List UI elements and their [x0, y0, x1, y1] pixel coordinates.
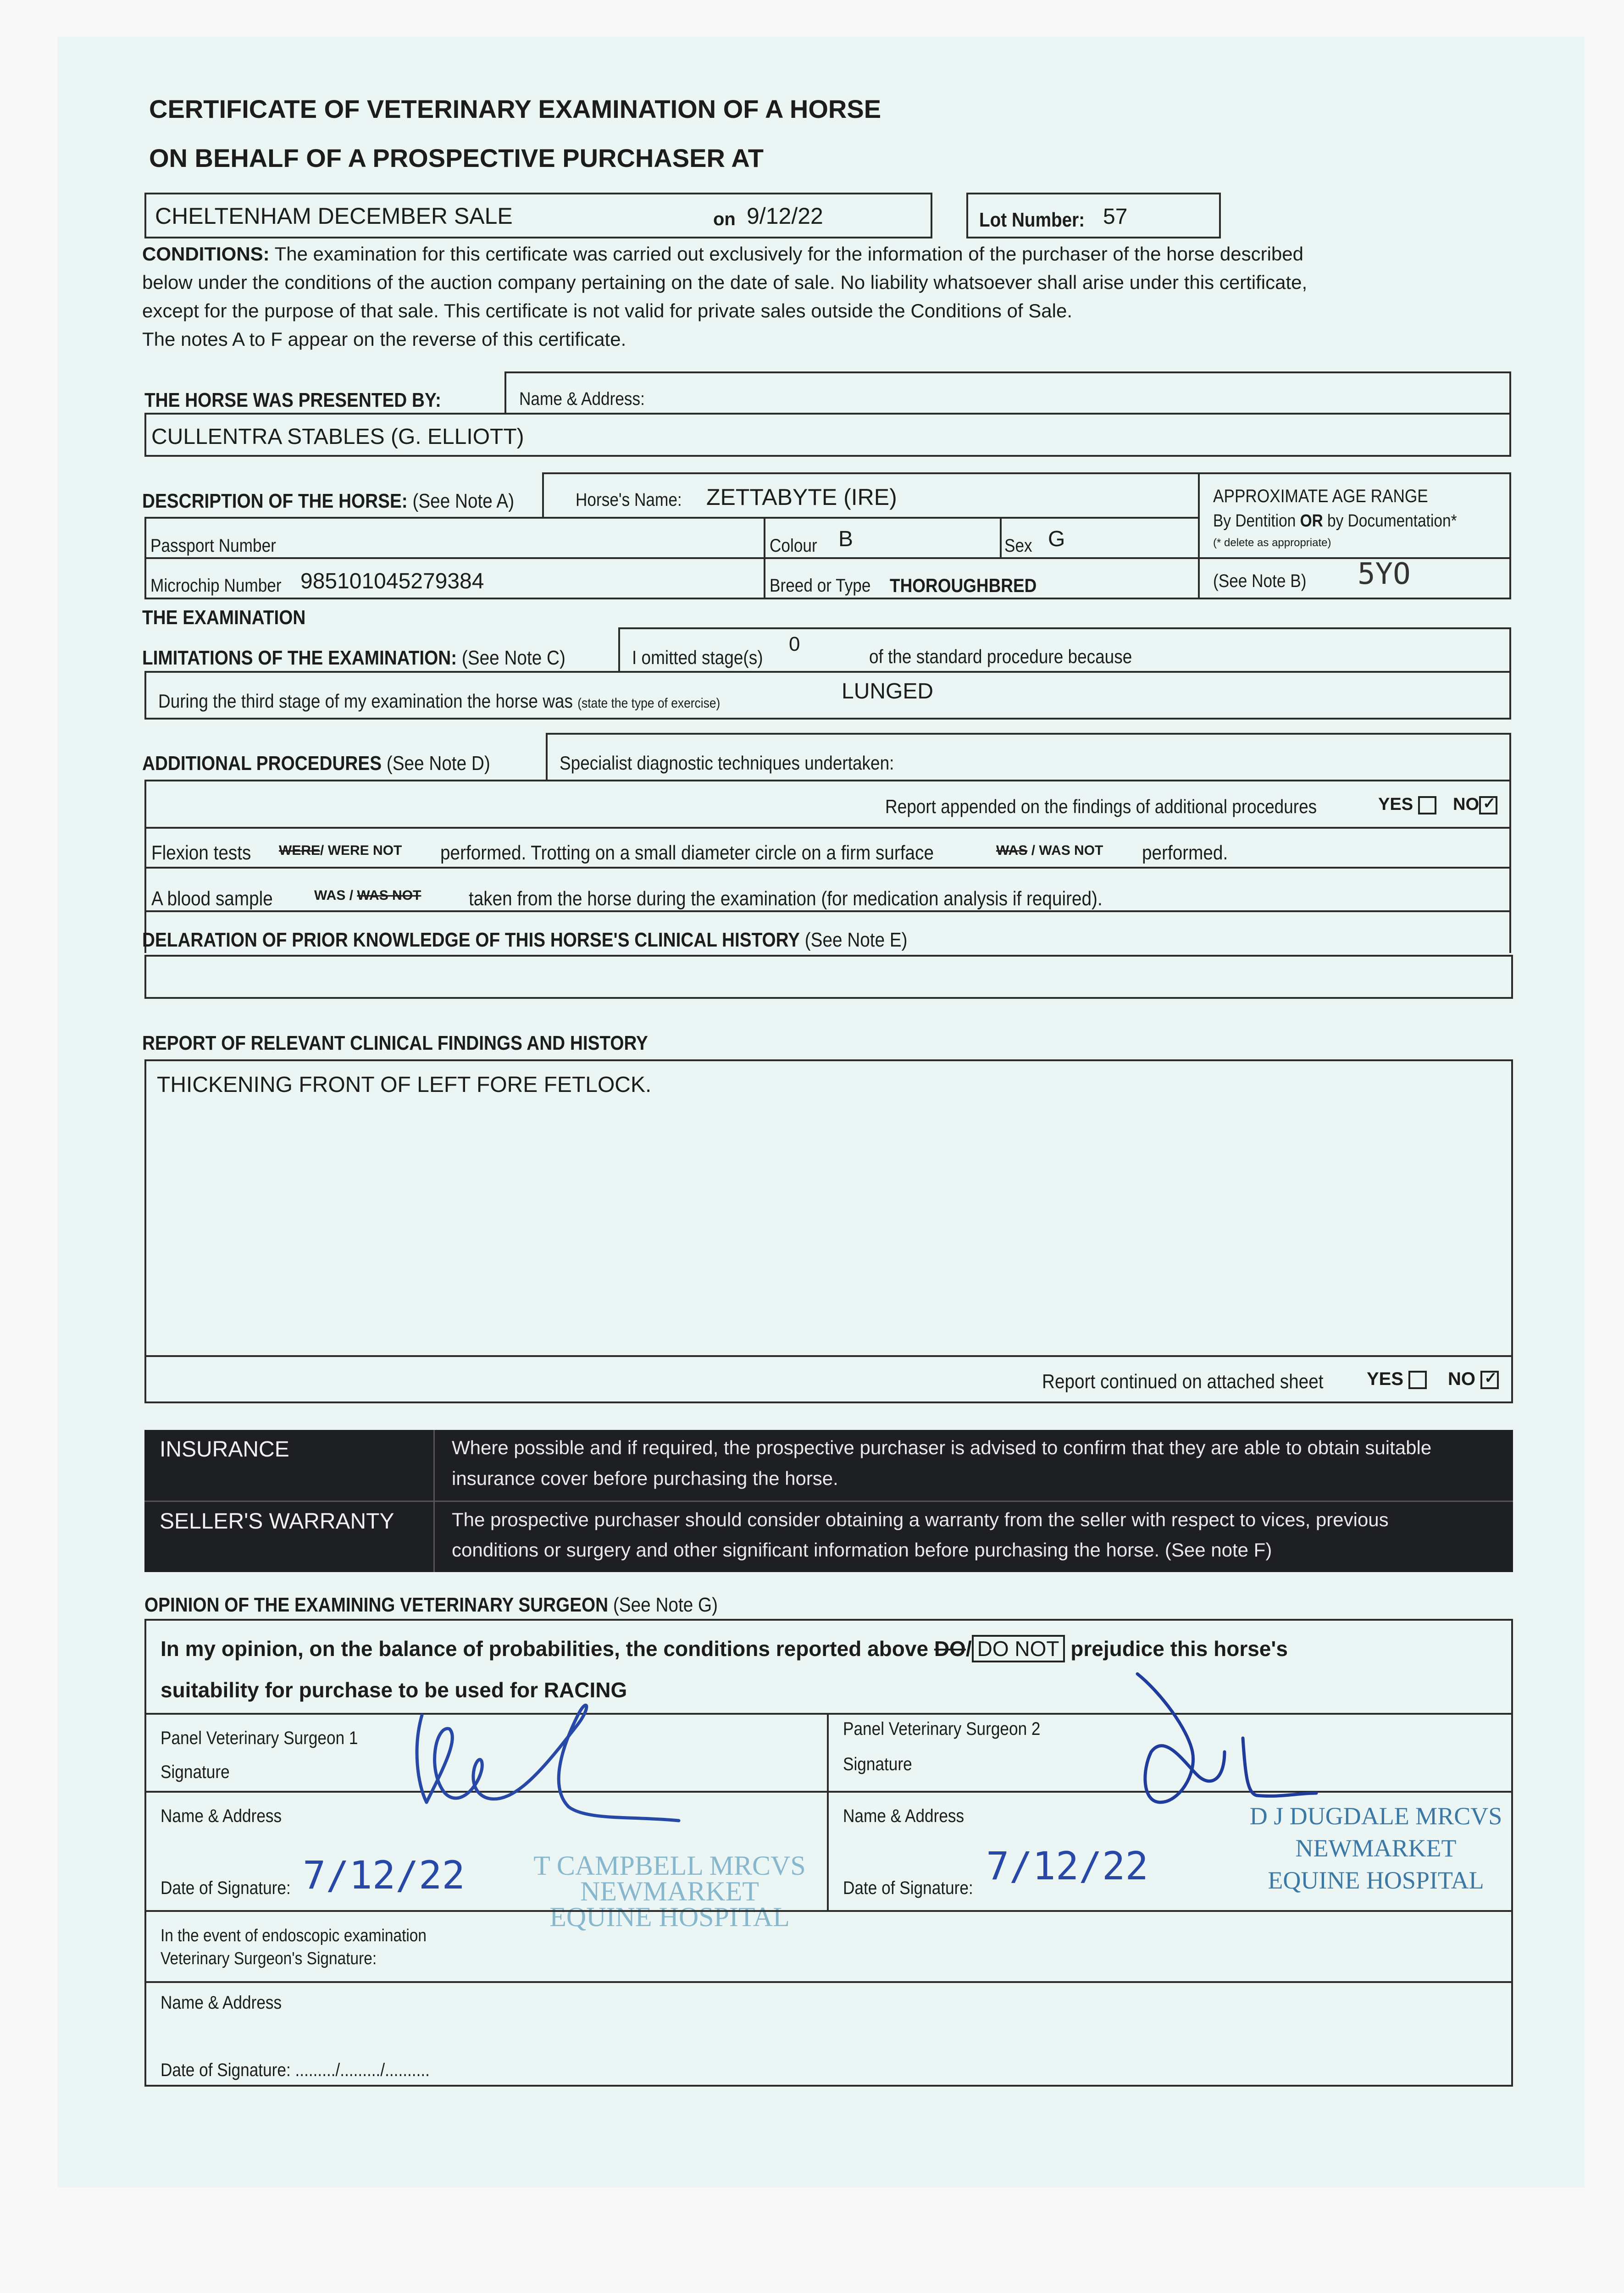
blood-text: taken from the horse during the examination (for medication analysis if required). — [469, 887, 1103, 910]
warranty-label: SELLER'S WARRANTY — [160, 1509, 394, 1534]
declaration-label: DELARATION OF PRIOR KNOWLEDGE OF THIS HORSE'S CLINICAL HISTORY (See Note E) — [142, 929, 908, 951]
lot-label: Lot Number: — [979, 209, 1085, 231]
flexion-label: Flexion tests — [151, 842, 251, 864]
breed-value: THOROUGHBRED — [890, 575, 1037, 596]
sale-name: CHELTENHAM DECEMBER SALE — [155, 203, 513, 229]
age-value: 5YO — [1358, 557, 1411, 591]
surgeon1-signature-label: Signature — [161, 1762, 230, 1782]
conditions-line-3: except for the purpose of that sale. This certificate is not valid for private sales outside the Conditions of Sale. — [142, 300, 1072, 321]
blood-options: WAS / WAS NOT — [314, 888, 421, 903]
flexion-options: WERE/ WERE NOT — [279, 843, 402, 858]
report-appended-yes-checkbox[interactable] — [1418, 796, 1436, 814]
presented-value: CULLENTRA STABLES (G. ELLIOTT) — [151, 425, 524, 449]
horse-name-label: Horse's Name: — [576, 490, 682, 510]
report-appended-label: Report appended on the findings of additional procedures — [885, 796, 1317, 817]
third-stage-value: LUNGED — [842, 679, 934, 703]
endoscopic-label-2: Veterinary Surgeon's Signature: — [161, 1949, 377, 1968]
report-continued-label: Report continued on attached sheet — [1042, 1370, 1324, 1393]
specialist-label: Specialist diagnostic techniques undertaken: — [560, 752, 894, 774]
report-continued-no[interactable]: NO ✓ — [1448, 1369, 1499, 1390]
opinion-line-2: suitability for purchase to be used for RACING — [161, 1678, 627, 1702]
surgeon2-label: Panel Veterinary Surgeon 2 — [843, 1719, 1041, 1739]
report-box — [144, 1059, 1513, 1403]
conditions-line-1: CONDITIONS: The examination for this certificate was carried out exclusively for the information of the purchaser of the horse described — [142, 243, 1304, 265]
blood-label: A blood sample — [151, 887, 273, 910]
surgeon2-name-address-label: Name & Address — [843, 1806, 964, 1826]
passport-label: Passport Number — [150, 536, 276, 556]
surgeon1-label: Panel Veterinary Surgeon 1 — [161, 1728, 358, 1748]
warranty-line-2: conditions or surgery and other significant information before purchasing the horse. (See note F) — [452, 1539, 1272, 1561]
third-stage-label: During the third stage of my examination the horse was (state the type of exercise) — [158, 690, 721, 712]
warranty-line-1: The prospective purchaser should consider obtaining a warranty from the seller with respect to vices, previous — [452, 1509, 1389, 1530]
omitted-value: 0 — [789, 633, 800, 655]
surgeon1-date-label: Date of Signature: — [161, 1878, 291, 1898]
microchip-value: 985101045279384 — [300, 569, 484, 593]
presented-label: THE HORSE WAS PRESENTED BY: — [144, 389, 441, 411]
opinion-label: OPINION OF THE EXAMINING VETERINARY SURGEON (See Note G) — [144, 1594, 718, 1616]
surgeon1-name-address-label: Name & Address — [161, 1806, 282, 1826]
declaration-box — [144, 955, 1513, 999]
omitted-suffix: of the standard procedure because — [869, 646, 1132, 667]
lot-number: 57 — [1103, 205, 1128, 229]
breed-label: Breed or Type — [770, 576, 871, 596]
conditions-line-4: The notes A to F appear on the reverse of this certificate. — [142, 328, 626, 350]
report-appended-yes[interactable]: YES — [1378, 795, 1436, 814]
insurance-line-2: insurance cover before purchasing the horse. — [452, 1468, 838, 1489]
colour-value: B — [838, 527, 854, 551]
surgeon2-stamp: D J DUGDALE MRCVS NEWMARKET EQUINE HOSPITAL — [1249, 1802, 1502, 1894]
omitted-label: I omitted stage(s) — [632, 647, 763, 668]
sex-label: Sex — [1004, 536, 1032, 556]
opinion-line-1: In my opinion, on the balance of probabilities, the conditions reported above DO/ DO NOT prejudice this horse's — [161, 1636, 1288, 1661]
endoscopic-name-address-label: Name & Address — [161, 1993, 282, 2013]
name-address-label: Name & Address: — [519, 389, 645, 409]
report-label: REPORT OF RELEVANT CLINICAL FINDINGS AND HISTORY — [142, 1032, 648, 1054]
surgeon1-stamp: T CAMPBELL MRCVS NEWMARKET EQUINE HOSPITAL — [533, 1850, 806, 1932]
age-by-line: By Dentition OR by Documentation* — [1213, 511, 1457, 531]
sale-date: 9/12/22 — [747, 203, 823, 229]
age-title: APPROXIMATE AGE RANGE — [1213, 486, 1428, 506]
surgeon2-signature — [1133, 1669, 1325, 1816]
surgeon2-date-label: Date of Signature: — [843, 1878, 973, 1898]
age-note: (See Note B) — [1213, 571, 1307, 591]
trotting-text: performed. Trotting on a small diameter circle on a firm surface — [440, 842, 934, 864]
limitations-label: LIMITATIONS OF THE EXAMINATION: (See Note C) — [142, 647, 565, 669]
title-line-1: CERTIFICATE OF VETERINARY EXAMINATION OF A HORSE — [149, 94, 881, 123]
report-continued-yes[interactable]: YES — [1367, 1369, 1427, 1390]
report-appended-no[interactable]: NO✓ — [1453, 795, 1497, 814]
endoscopic-date-label: Date of Signature: ........./........./.......... — [161, 2060, 430, 2080]
examination-heading: THE EXAMINATION — [142, 606, 306, 629]
report-continued-yes-checkbox[interactable] — [1408, 1371, 1427, 1389]
report-appended-no-checkbox[interactable] — [1479, 796, 1497, 814]
trot-performed: performed. — [1142, 842, 1228, 864]
title-line-2: ON BEHALF OF A PROSPECTIVE PURCHASER AT — [149, 144, 764, 172]
report-continued-no-checkbox[interactable] — [1480, 1371, 1499, 1389]
age-delete-note: (* delete as appropriate) — [1213, 537, 1331, 549]
sex-value: G — [1048, 527, 1065, 551]
sale-on-label: on — [713, 209, 736, 229]
surgeon2-date: 7/12/22 — [986, 1844, 1149, 1889]
conditions-line-2: below under the conditions of the auction company pertaining on the date of sale. No liability whatsoever shall arise under this certificate, — [142, 271, 1308, 293]
report-text: THICKENING FRONT OF LEFT FORE FETLOCK. — [157, 1073, 652, 1097]
insurance-line-1: Where possible and if required, the prospective purchaser is advised to confirm that they are able to obtain suitable — [452, 1437, 1432, 1458]
microchip-label: Microchip Number — [150, 576, 282, 596]
horse-name: ZETTABYTE (IRE) — [706, 484, 897, 510]
trot-options: WAS / WAS NOT — [996, 843, 1103, 858]
surgeon1-date: 7/12/22 — [303, 1853, 466, 1898]
colour-label: Colour — [770, 536, 817, 556]
surgeon1-signature — [394, 1697, 743, 1830]
surgeon2-signature-label: Signature — [843, 1754, 912, 1774]
additional-label: ADDITIONAL PROCEDURES (See Note D) — [142, 752, 490, 775]
endoscopic-label-1: In the event of endoscopic examination — [161, 1926, 427, 1945]
description-label: DESCRIPTION OF THE HORSE: (See Note A) — [142, 490, 515, 512]
insurance-label: INSURANCE — [160, 1437, 289, 1462]
